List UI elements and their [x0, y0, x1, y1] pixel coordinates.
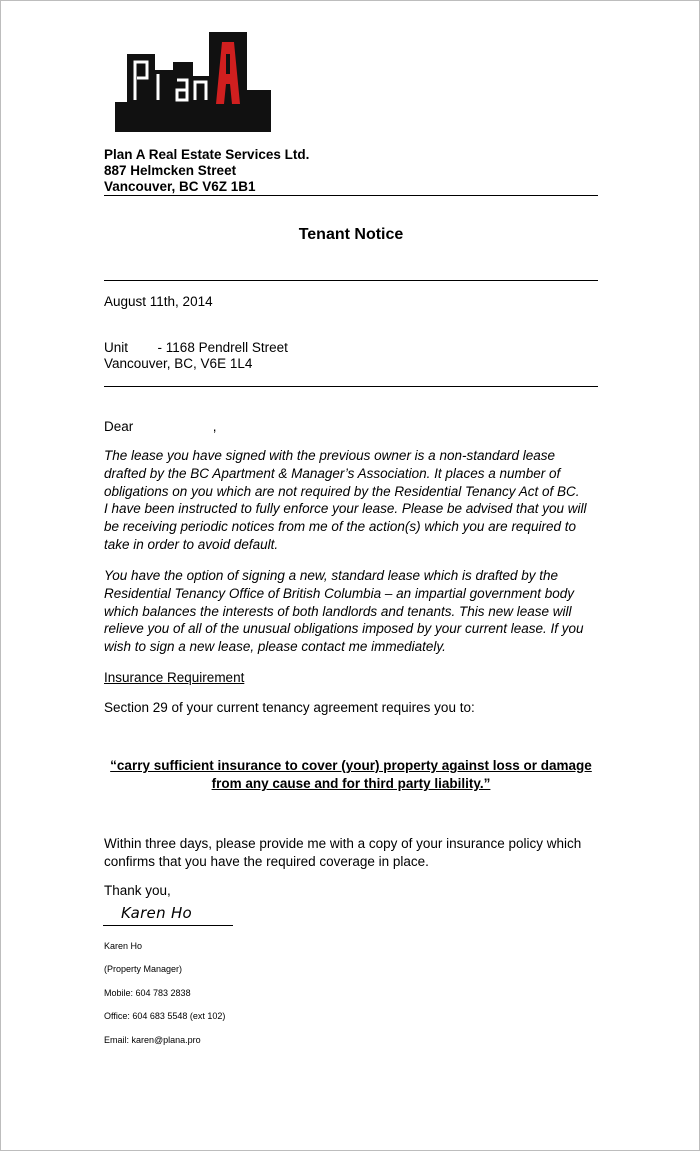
company-street: 887 Helmcken Street [104, 163, 237, 178]
company-address-block [104, 147, 309, 195]
closing-paragraph [104, 835, 581, 871]
greeting-comma: , [212, 419, 217, 434]
section-heading: Insurance Requirement [104, 670, 245, 685]
company-city: Vancouver, BC V6Z 1B1 [104, 179, 256, 194]
greeting-dear: Dear [104, 419, 134, 434]
signature-text: Karen Ho [121, 904, 193, 922]
paragraph-line: The lease you have signed with the previous owner is a non-standard lease [104, 448, 556, 463]
closing-line: confirms that you have the required coverage in place. [104, 854, 429, 869]
greeting-line [104, 418, 217, 435]
company-name: Plan A Real Estate Services Ltd. [104, 147, 310, 162]
paragraph-line: be receiving periodic notices from me of the action(s) which you are required to [104, 519, 576, 535]
notice-title: Tenant Notice [298, 226, 404, 243]
unit-line [104, 339, 288, 356]
divider-address [104, 386, 598, 387]
divider-title [104, 280, 598, 281]
insurance-quote [104, 757, 598, 793]
paragraph-line: which balances the interests of both landlords and tenants. This new lease will [104, 603, 572, 619]
paragraph-line: wish to sign a new lease, please contact me immediately. [104, 639, 446, 655]
address-city: Vancouver, BC, V6E 1L4 [104, 356, 253, 371]
paragraph-lease [104, 447, 600, 554]
notice-date: August 11th, 2014 [104, 294, 213, 309]
contact-role: (Property Manager) [104, 964, 183, 974]
paragraph-line: You have the option of signing a new, standard lease which is drafted by the [104, 568, 559, 583]
paragraph-line: take in order to avoid default. [104, 536, 279, 552]
quote-line: from any cause and for third party liability.” [211, 776, 491, 791]
signature-line [103, 925, 233, 926]
contact-office: Office: 604 683 5548 (ext 102) [104, 1011, 226, 1021]
signature [103, 904, 233, 926]
paragraph-line: obligations on you which are not required by the Residential Tenancy Act of BC. [104, 483, 580, 499]
paragraph-option [104, 567, 600, 656]
plan-a-logo [115, 32, 271, 132]
closing-line: Within three days, please provide me with a copy of your insurance policy which [104, 836, 582, 851]
paragraph-line: drafted by the BC Apartment & Manager’s Association. It places a number of [104, 465, 561, 481]
unit-label: Unit [104, 340, 129, 355]
unit-street: - 1168 Pendrell Street [157, 340, 288, 355]
paragraph-line: I have been instructed to fully enforce your lease. Please be advised that you will [104, 501, 587, 517]
paragraph-line: Residential Tenancy Office of British Columbia – an impartial government body [104, 585, 574, 601]
paragraph-line: relieve you of all of the unusual obligations imposed by your current lease. If you [104, 621, 584, 637]
divider-top [104, 195, 598, 196]
contact-name: Karen Ho [104, 941, 143, 951]
section-intro: Section 29 of your current tenancy agreement requires you to: [104, 700, 475, 715]
thanks-line: Thank you, [104, 883, 171, 898]
contact-email: Email: karen@plana.pro [104, 1035, 201, 1045]
contact-mobile: Mobile: 604 783 2838 [104, 988, 191, 998]
quote-line: “carry sufficient insurance to cover (your) property against loss or damage [110, 758, 592, 773]
